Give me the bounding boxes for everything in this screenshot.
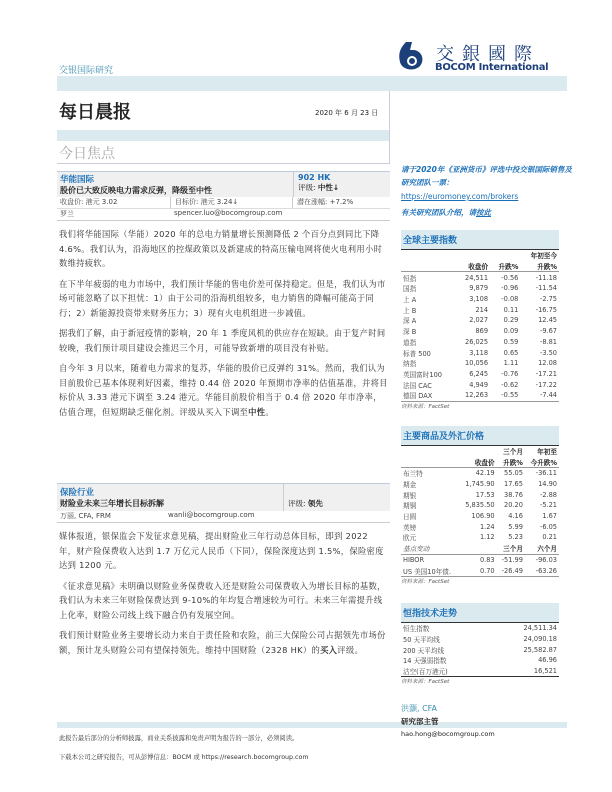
rating-value: 中性↓	[317, 183, 340, 192]
source-note: 资料来源：FactSet	[401, 676, 559, 685]
col-header: 年初至	[537, 447, 557, 456]
cell-value: -36.11	[535, 469, 557, 478]
col-header: 年初至今	[530, 252, 557, 261]
cell-value: 20.20	[504, 501, 523, 510]
cell-value: 0.21	[542, 533, 557, 542]
source-note: 资料来源：FactSet	[401, 401, 559, 410]
cell-value: -17.22	[535, 380, 557, 389]
analyst-email[interactable]: spencer.luo@bocomgroup.com	[174, 209, 283, 217]
right-column	[401, 163, 579, 738]
row-label: 恒生指数	[403, 625, 430, 634]
cell-value: 0.11	[503, 305, 519, 314]
cell-value: 12.08	[538, 359, 557, 368]
upside: 潜在涨幅: +7.2%	[297, 198, 354, 206]
cell-value: 46.96	[538, 656, 557, 665]
cell-value: 6,245	[469, 369, 489, 378]
tech-row	[401, 666, 559, 677]
cell-value: 4,949	[469, 380, 489, 389]
cell-value: 24,090.18	[523, 634, 557, 643]
bocom-logo	[398, 40, 424, 76]
paragraph-end: 评级。	[337, 644, 364, 655]
paragraph-text: 自今年 3 月以来，随着电力需求的复苏，华能的股价已反弹约 31%。然而，我们认为目前股价已基本体现利好因素，维持 0.44 倍 2020 年预期市净率的估值基准，并将目标价从 3.33 港元下调至 3.24 港元。华能目前股价相当于 0.4 倍 2020 年市净率，估值合理，但短期缺乏催化剂。评级从买入下调至	[59, 363, 388, 417]
cell-value: 17.65	[504, 480, 523, 489]
cell-value: 0.83	[479, 555, 495, 564]
article-insurance	[57, 483, 390, 657]
cell-value: 5,835.50	[465, 501, 495, 510]
cell-value: 14.90	[538, 480, 557, 489]
cell-value: 12.45	[538, 316, 557, 325]
focus-band	[57, 130, 389, 141]
row-label: 上 B	[403, 306, 417, 315]
cell-value: -16.75	[535, 305, 557, 314]
cell-value: -0.55	[501, 391, 519, 400]
promo-text: 请于2020年《亚洲货币》评选中投交银国际销售及研究团队一票：	[401, 165, 572, 187]
cell-value: -8.81	[539, 337, 557, 346]
index-row	[401, 272, 559, 283]
paragraph	[59, 628, 388, 657]
analyst-email[interactable]: wanli@bocomgroup.com	[168, 511, 255, 519]
cell-value: 24,511	[465, 273, 489, 282]
row-label: 50 天平均线	[403, 635, 440, 644]
col-header: 六个月	[537, 545, 557, 554]
tech-table	[401, 623, 559, 676]
cell-value: 1.67	[542, 512, 557, 521]
cell-value: -9.67	[539, 327, 557, 336]
row-label: 期铜	[403, 502, 417, 511]
cell-value: 16,521	[533, 666, 557, 675]
row-label: 德国 DAX	[403, 392, 433, 401]
row-label: 标普 500	[403, 349, 431, 358]
cell-value: 4.16	[508, 512, 523, 521]
cell-value: -51.99	[501, 555, 523, 564]
cell-value: 55.05	[504, 469, 523, 478]
row-label: 国指	[403, 285, 417, 294]
page-title: 每日晨报	[59, 102, 131, 123]
row-label: 沽空(百万港元)	[403, 667, 448, 676]
header-band	[57, 76, 567, 91]
row-label: 英镑	[403, 523, 417, 532]
indices-title: 全球主要指数	[401, 230, 559, 250]
row-label: 深 B	[403, 328, 417, 337]
euromoney-link[interactable]: https://euromoney.com/brokers	[401, 192, 519, 201]
disclaimer-note: 此报告最后部分的分析师披露，商业关系披露和免责声明为报告的一部分，必须阅读。	[59, 735, 299, 742]
cell-value: 5.99	[508, 522, 523, 531]
row-label: 布兰特	[403, 470, 423, 479]
index-row	[401, 390, 559, 401]
cell-value: 869	[475, 327, 489, 336]
commodity-row	[401, 532, 559, 543]
section-label: 交银国际研究	[59, 66, 114, 76]
cell-value: -0.08	[501, 295, 519, 304]
bp-row	[401, 554, 559, 565]
target-price: 目标价: 港元 3.24↓	[171, 197, 293, 208]
cell-value: -7.44	[539, 391, 557, 400]
cell-value: 1.12	[479, 533, 495, 542]
author-name: 洪灝, CFA	[401, 704, 438, 714]
tech-row	[401, 623, 559, 634]
paragraph: 据我们了解，由于新冠疫情的影响，20 年 1 季度风机的供应存在短缺。由于复产时间较晚，我们预计项目建设会推迟三个月，可能导致新增的项目没有补贴。	[59, 328, 386, 353]
cell-value: 25,582.87	[523, 645, 557, 654]
article-sector: 保险行业	[60, 488, 95, 498]
cell-value: 26,025	[465, 337, 489, 346]
rating-label: 评级:	[288, 499, 306, 508]
article-headline[interactable]: 股价已大致反映电力需求反弹，降级至中性	[60, 186, 212, 195]
tech-row	[401, 644, 559, 655]
col-header: 收盘价	[474, 458, 495, 467]
index-row	[401, 358, 559, 369]
commodity-row	[401, 500, 559, 511]
paragraph: 《征求意见稿》未明确以财险业务保费收入还是财险公司保费收入为增长目标的基数，我们认为未来三年财险保费达到 9-10%的年均复合增速较为可行。未来三年需提升线上化率，财险公司线上线下融合仍有发展空间。	[59, 580, 386, 620]
cell-value: 1.24	[479, 522, 495, 531]
bocom-logo-icon	[398, 40, 424, 72]
cell-value: 2,027	[469, 316, 489, 325]
paragraph-text: 我们预计财险业务主要增长动力来自于责任险和农险，前三大保险公司占据领先市场份额，预计龙头财险公司有望保持领先。维持中国财险（2328 HK）的	[59, 630, 386, 655]
bp-label: 基点变动	[403, 545, 430, 554]
commodity-row	[401, 489, 559, 500]
cell-value: 5.23	[508, 533, 523, 542]
team-intro-link[interactable]: 按此	[476, 208, 491, 217]
col-header: 三个月	[503, 447, 523, 456]
cell-value: -63.26	[535, 566, 557, 575]
cell-value: -3.50	[539, 348, 557, 357]
cell-value: -96.03	[535, 555, 557, 564]
paragraph: 媒体报道，银保监会下发征求意见稿，提出财险业三年行动总体目标，即到 2022 年，财产险保费收入达到 1.7 万亿元人民币（下同），保险深度达到 1.5%，保险密度达到 1200 元。	[59, 531, 384, 570]
cell-value: 0.65	[503, 348, 519, 357]
tech-row	[401, 634, 559, 645]
index-row	[401, 315, 559, 326]
index-row	[401, 347, 559, 358]
index-row	[401, 294, 559, 305]
index-row	[401, 326, 559, 337]
tech-row	[401, 655, 559, 666]
rating-label: 评级:	[298, 183, 316, 192]
cell-value: 214	[475, 305, 489, 314]
focus-heading: 今日焦点	[59, 146, 115, 162]
cell-value: 3,118	[469, 348, 489, 357]
commodities-table	[401, 446, 559, 576]
cell-value: -2.88	[539, 490, 557, 499]
cell-value: -0.62	[501, 380, 519, 389]
cell-value: 0.29	[503, 316, 519, 325]
commodity-row	[401, 521, 559, 532]
paragraph: 在下半年疲弱的电力市场中，我们预计华能的售电价差可保持稳定。但是，我们认为市场可能忽略了以下担忧：1）由于公司的沿海机组较多，电力销售的降幅可能高于同行；2）新能源投资带来财务压力；3）现有火电机组进一步减值。	[59, 278, 386, 318]
col-header: 收盘价	[468, 263, 489, 272]
cell-value: 12,263	[465, 391, 489, 400]
analyst-name: 万丽, CFA, FRM	[60, 512, 111, 520]
cell-value: -5.21	[539, 501, 557, 510]
brand-en: BOCOM International	[435, 62, 549, 73]
brand-cn: 交銀國際	[436, 44, 540, 65]
cell-value: -6.05	[539, 522, 557, 531]
commodities-title: 主要商品及外汇价格	[401, 426, 559, 446]
commodity-row	[401, 479, 559, 490]
row-label: HIBOR	[403, 555, 425, 564]
close-price: 收盘价: 港元 3.02	[57, 197, 171, 208]
author-email[interactable]: hao.hong@bocomgroup.com	[401, 730, 495, 739]
cell-value: -2.75	[539, 295, 557, 304]
rating-bold: 中性	[248, 406, 266, 417]
rating-value: 领先	[307, 499, 323, 508]
index-row	[401, 379, 559, 390]
row-label: 期银	[403, 491, 417, 500]
row-label: 欧元	[403, 534, 417, 543]
commodity-row	[401, 468, 559, 479]
index-row	[401, 304, 559, 315]
bp-row	[401, 565, 559, 576]
cell-value: 42.19	[475, 469, 495, 478]
row-label: 英国富时100	[403, 370, 442, 379]
cell-value: 106.90	[471, 512, 495, 521]
row-label: 深 A	[403, 317, 417, 326]
row-label: 法国 CAC	[403, 381, 432, 390]
cell-value: -17.21	[535, 369, 557, 378]
source-note: 资料来源：FactSet	[401, 576, 559, 585]
cell-value: 17.53	[475, 490, 495, 499]
analyst-name: 罗兰	[60, 210, 74, 218]
cell-value: -11.18	[535, 273, 557, 282]
cell-value: 9,879	[469, 284, 489, 293]
cell-value: 24,511.34	[523, 624, 557, 633]
download-note[interactable]: 下载本公司之研究报告，可从彭博信息：BOCM 或 https://research.bocomgroup.com	[59, 754, 309, 761]
index-row	[401, 283, 559, 294]
index-row	[401, 369, 559, 380]
cell-value: -26.49	[501, 566, 523, 575]
row-label: 期金	[403, 481, 417, 490]
row-label: 道指	[403, 338, 417, 347]
cell-value: -0.76	[501, 369, 519, 378]
col-header: 今升跌%	[530, 458, 557, 467]
cell-value: 10,056	[465, 359, 489, 368]
row-label: 恒指	[403, 274, 417, 283]
report-date: 2020 年 6 月 23 日	[315, 109, 379, 117]
col-header: 升跌%	[503, 458, 523, 467]
index-row	[401, 337, 559, 348]
cell-value: -11.54	[535, 284, 557, 293]
paragraph	[59, 361, 388, 419]
row-label: 日圆	[403, 513, 417, 522]
cell-value: -0.56	[501, 273, 519, 282]
rating-bold: 买入	[320, 644, 338, 655]
team-intro-text: 有关研究团队介绍，请	[401, 208, 476, 217]
tech-title: 恒指技术走势	[401, 603, 559, 623]
row-label: 上 A	[403, 296, 417, 305]
paragraph-end: 。	[265, 406, 274, 417]
row-label: US 美国10年债.	[403, 567, 451, 576]
cell-value: -0.96	[501, 284, 519, 293]
commodity-row	[401, 511, 559, 522]
cell-value: 1.11	[503, 359, 519, 368]
paragraph: 我们将华能国际（华能）2020 年的总电力销量增长预测降低 2 个百分点到同比下降 4.6%。我们认为，沿海地区的控煤政策以及新建成的特高压输电网将使火电利用小时数维持疲软。	[59, 229, 383, 268]
article-sector: 华能国际	[60, 175, 95, 185]
cell-value: 0.09	[503, 327, 519, 336]
indices-table	[401, 250, 559, 401]
col-header: 升跌%	[537, 263, 557, 272]
article-headline[interactable]: 财险业未来三年增长目标拆解	[60, 499, 164, 508]
col-header: 三个月	[503, 545, 523, 554]
cell-value: 3,108	[469, 295, 489, 304]
row-label: 14 天强弱指数	[403, 657, 447, 666]
author-title: 研究部主管	[401, 717, 439, 727]
cell-value: 38.76	[504, 490, 523, 499]
ticker: 902 HK	[298, 173, 331, 182]
col-header: 升跌%	[498, 263, 519, 272]
cell-value: 0.70	[479, 566, 495, 575]
row-label: 纳指	[403, 360, 417, 369]
cell-value: 0.59	[503, 337, 519, 346]
article-huaneng	[57, 171, 390, 419]
row-label: 200 天平均线	[403, 646, 445, 655]
cell-value: 1,745.90	[465, 480, 495, 489]
